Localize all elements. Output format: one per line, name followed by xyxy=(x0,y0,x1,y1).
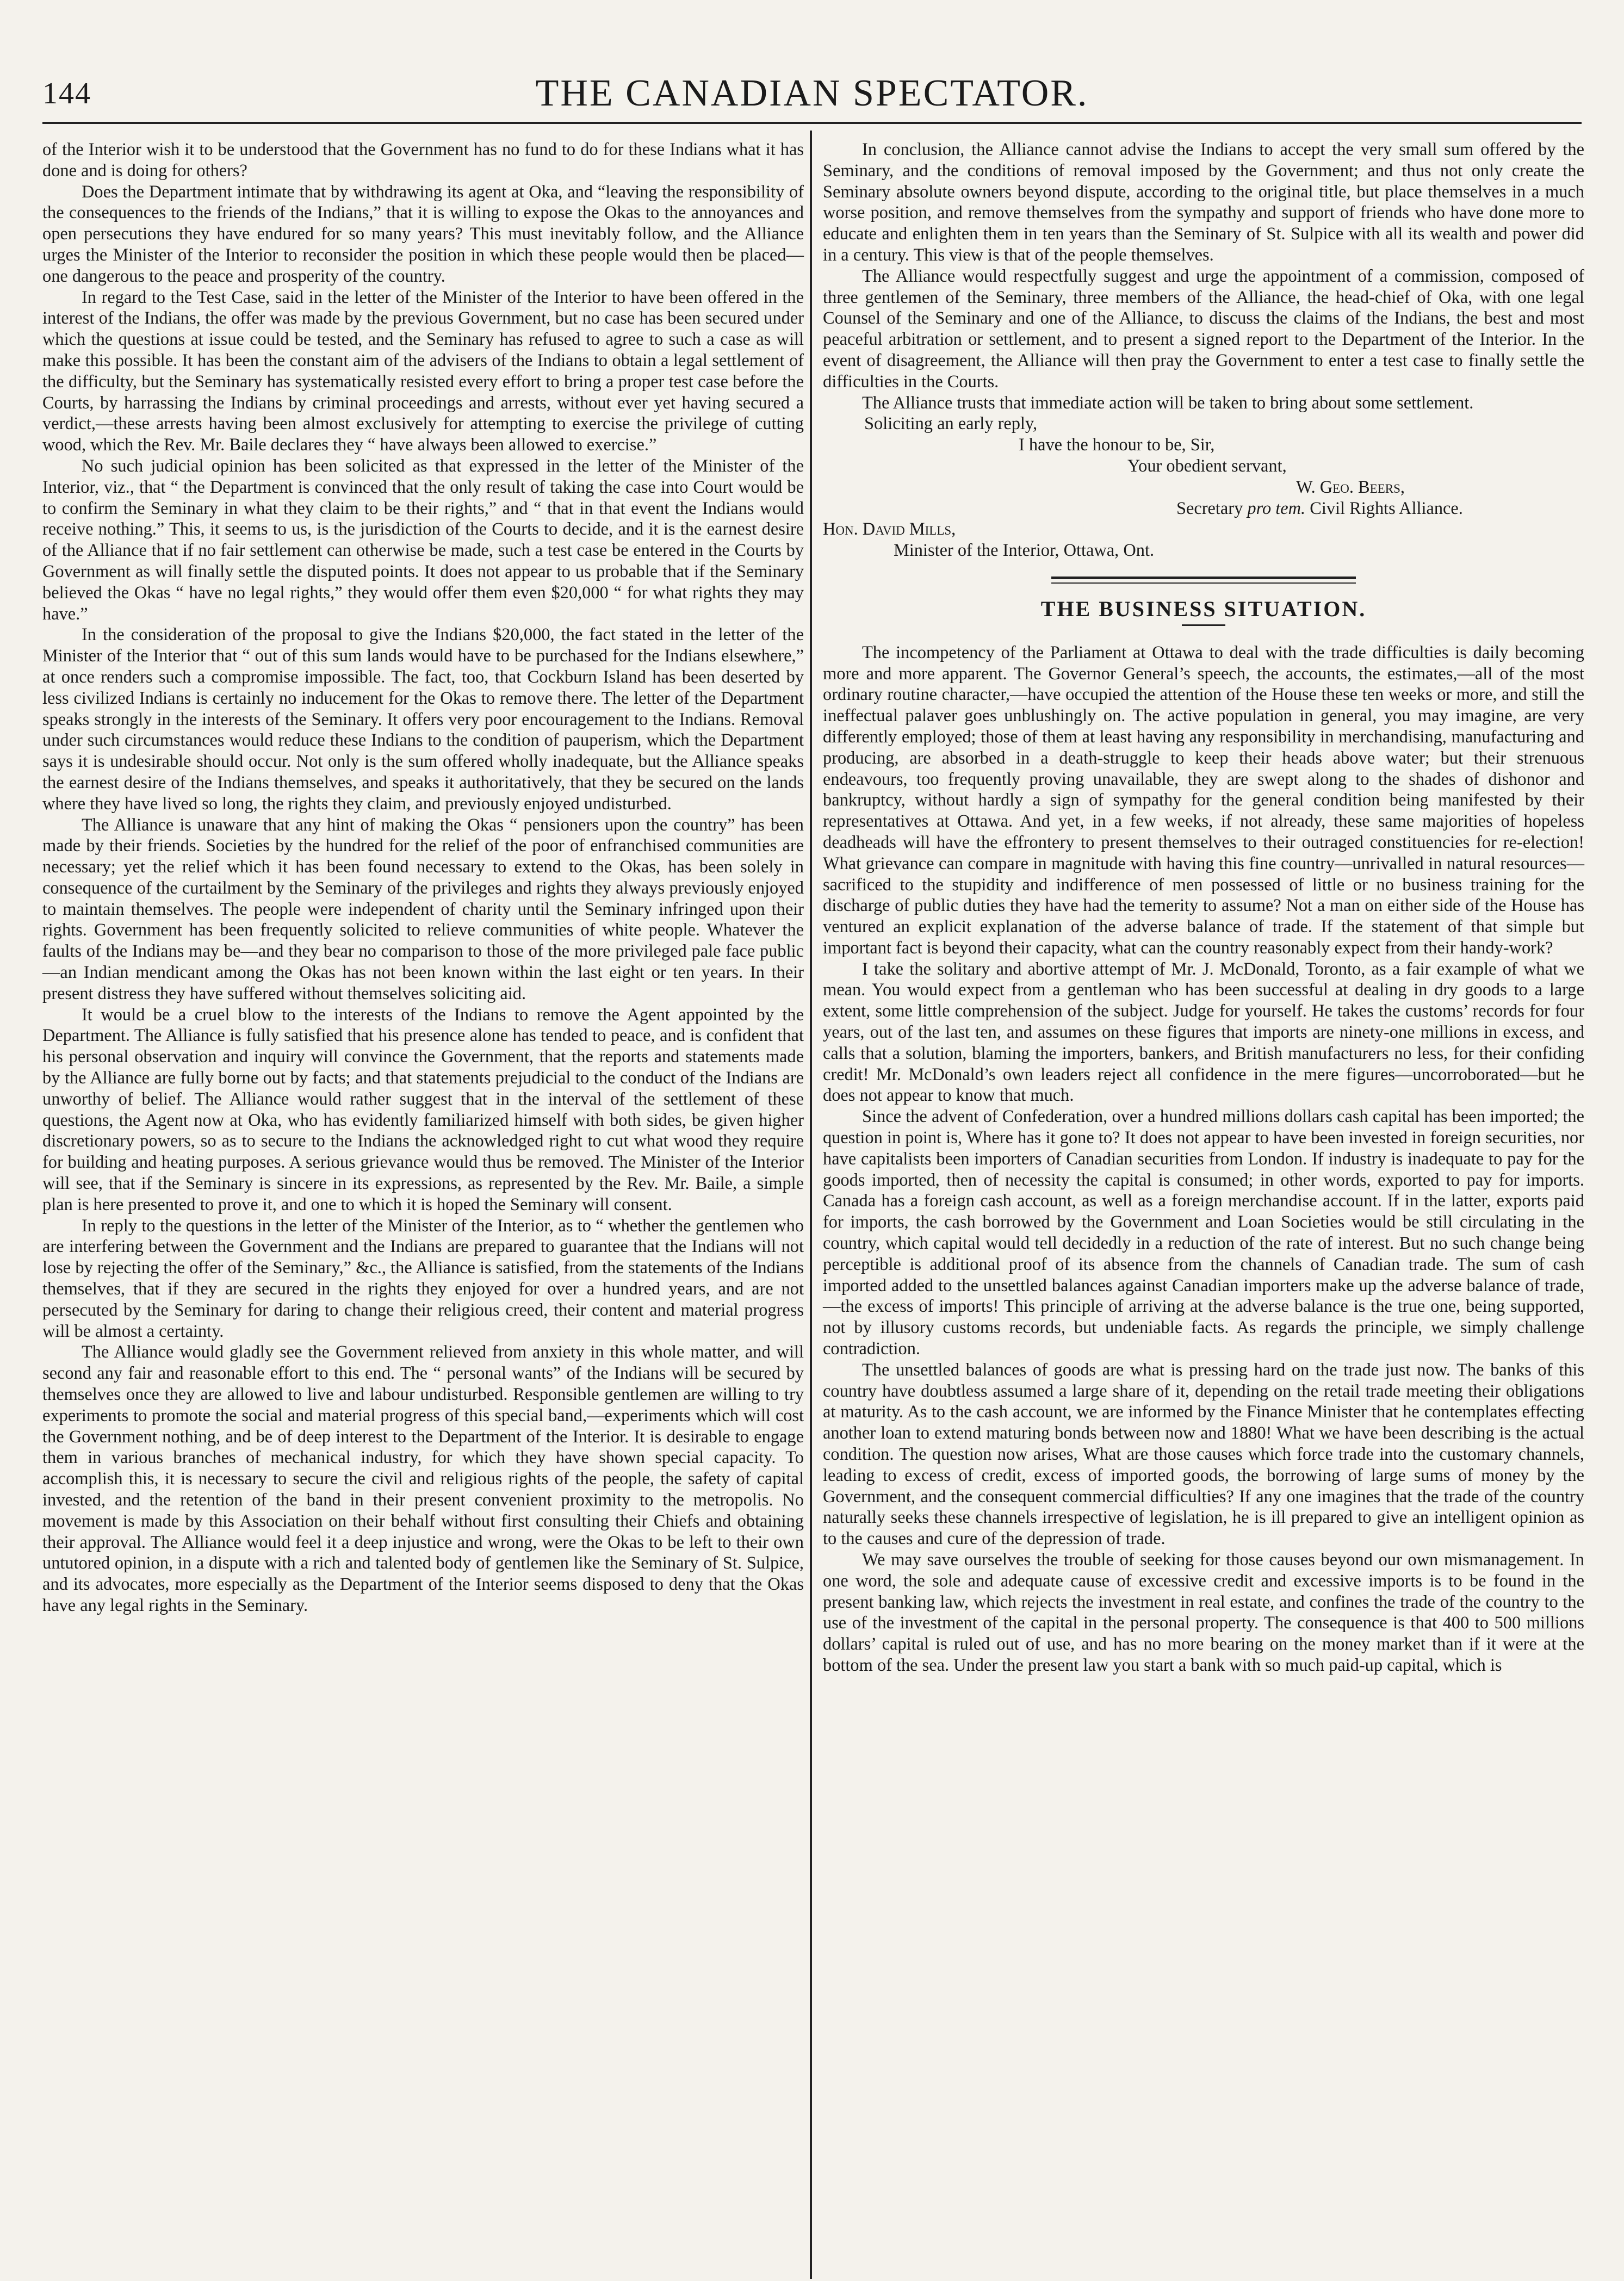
secretary-suffix: Civil Rights Alliance. xyxy=(1305,498,1463,518)
left-column xyxy=(42,139,804,1616)
business-paragraph: The unsettled balances of goods are what is pressing hard on the trade just now. The banks of this country have doubtless assumed a large share of it, depending on the retail trade meeting their obligations at maturity. As to the cash account, we are informed by the Finance Minister that he contemplates effecting another loan to extend maturing bonds between now and 1880! What we have been describing is the actual condition. The question now arises, What are those causes which force trade into the customary channels, leading to excess of credit, excess of imported goods, the borrowing of large sums of money by the Government, and the consequent commercial difficulties? If any one imagines that the trade of the country naturally seeks these channels irrespective of legislation, he is ill prepared to give an intelligent opinion as to the causes and cure of the depression of trade. xyxy=(823,1360,1584,1549)
article-paragraph: The Alliance is unaware that any hint of making the Okas “ pensioners upon the country” has been made by their friends. Societies by the hundred for the relief of the poor of enfranchised communities are necessary; yet the relief which it has been found necessary to extend to the Okas, has been solely in consequence of the curtailment by the Seminary of the privileges and rights they always previously enjoyed to maintain themselves. The people were independent of charity until the Seminary infringed upon their rights. Government has been frequently solicited to relieve communities of white people. Whatever the faults of the Indians may be—and they bear no comparison to those of the more privileged pale face public—an Indian mendicant among the Okas has not been known within the last eight or ten years. In their present distress they have suffered without themselves soliciting aid. xyxy=(42,815,804,1003)
letter-addressee: Hon. David Mills, xyxy=(823,519,956,540)
business-paragraph: We may save ourselves the trouble of seeking for those causes beyond our own mismanagement. In one word, the sole and adequate cause of excessive credit and excessive imports is to be found in the present banking law, which rejects the investment in real estate, and confines the trade of the country to the use of the investment of the capital in the personal property. The consequence is that 400 to 500 millions dollars’ capital is ruled out of use, and has no more bearing on the money market than if it were at the bottom of the sea. Under the present law you start a bank with so much paid-up capital, which is xyxy=(823,1550,1584,1675)
article-paragraph: of the Interior wish it to be understood that the Government has no fund to do for these Indians what it has done and is doing for others? xyxy=(42,140,804,181)
section-title: THE BUSINESS SITUATION. xyxy=(1040,596,1367,621)
letter-paragraph: The Alliance would respectfully suggest and urge the appointment of a commission, composed of three gentlemen of the Seminary, three members of the Alliance, the head-chief of Oka, with one legal Counsel of the Seminary and one of the Alliance, to discuss the claims of the Indians, the best and most peaceful arbitration or settlement, and to present a signed report to the Department of the Interior. In the event of disagreement, the Alliance will then pray the Government to enter a test case to finally settle the difficulties in the Courts. xyxy=(823,266,1584,392)
header-rule xyxy=(42,122,1582,124)
secretary-prefix: Secretary xyxy=(1176,498,1248,518)
article-paragraph: The Alliance would gladly see the Government relieved from anxiety in this whole matter, and will second any fair and reasonable effort to this end. The “ personal wants” of the Indians will be secured by themselves once they are allowed to live and labour undisturbed. Responsible gentlemen are willing to try experiments to promote the social and material progress of this special band,—experiments which will cost the Government nothing, and be of deep interest to the Department of the Interior. It is desirable to engage them in various branches of mechanical industry, for which they have shown special capacity. To accomplish this, it is necessary to secure the civil and religious rights of the people, the safety of capital invested, and the retention of the band in their present convenient proximity to the metropolis. No movement is made by this Association on their behalf without first consulting their Chiefs and obtaining their approval. The Alliance would feel it a deep injustice and wrong, were the Okas to be left to their own untutored opinion, in a dispute with a rich and talented body of gentlemen like the Seminary of St. Sulpice, and its advocates, more especially as the Department of the Interior seems disposed to deny that the Okas have any legal rights in the Seminary. xyxy=(42,1342,804,1615)
publication-title: THE CANADIAN SPECTATOR. xyxy=(535,72,1089,114)
section-rule xyxy=(1051,577,1356,579)
article-paragraph: No such judicial opinion has been solicited as that expressed in the letter of the Minister of the Interior, viz., that “ the Department is convinced that the only result of taking the case into Court would be to confirm the Seminary in what they claim to be their rights,” and “ that in that event the Indians would receive nothing.” This, it seems to us, is the jurisdiction of the Courts to decide, and it is the earnest desire of the Alliance that if no fair settlement can otherwise be made, such a test case be entered in the Courts by Government as will finally settle the disputed points. It does not appear to us probable that if the Seminary believed the Okas “ have no legal rights,” they would offer them even $20,000 “ for what rights they may have.” xyxy=(42,456,804,624)
column-divider xyxy=(810,131,812,2279)
letter-paragraph: The Alliance trusts that immediate action will be taken to bring about some settlement. xyxy=(862,393,1474,413)
letter-secretary xyxy=(823,498,1584,519)
business-paragraph: I take the solitary and abortive attempt of Mr. J. McDonald, Toronto, as a fair example of what we mean. You would expect from a gentleman who has been successful at dealing in dry goods to a large extent, some little comprehension of the subject. Judge for yourself. He takes the customs’ records for four years, out of the last ten, and assumes on these figures that imports are ninety-one millions in excess, and calls that a solution, blaming the importers, bankers, and British manufacturers no less, for their confiding credit! Mr. McDonald’s own leaders reject all confidence in the mere figures—uncorroborated—but he does not appear to know that much. xyxy=(823,959,1584,1106)
secretary-pro-tem: pro tem. xyxy=(1247,498,1306,518)
letter-addressee-title: Minister of the Interior, Ottawa, Ont. xyxy=(894,541,1155,561)
section-rule-thin xyxy=(1051,582,1356,584)
letter-paragraph: In conclusion, the Alliance cannot advise the Indians to accept the very small sum offered by the Seminary, and the conditions of removal imposed by the Government; and thus not only create the Seminary absolute owners beyond dispute, according to the original title, but place themselves in a much worse position, and remove themselves from the sympathy and support of friends who have done more to educate and enlighten them in ten years than the Seminary of St. Sulpice with all its wealth and power did in a century. This view is that of the people themselves. xyxy=(823,140,1584,265)
business-paragraph: Since the advent of Confederation, over a hundred millions dollars cash capital has been imported; the question in point is, Where has it gone to? It does not appear to have been invested in foreign securities, nor have capitalists been importers of Canadian securities from London. If industry is inadequate to pay for the goods imported, then of necessity the capital is consumed; in other words, exported to pay for imports. Canada has a foreign cash account, as well as a foreign merchandise account. If in the latter, exports paid for imports, the cash borrowed by the Government and Loan Societies would be still circulating in the country, which capital would tell decidedly in a reduction of the rate of interest. But no such change being perceptible is additional proof of its absence from the channels of Canadian trade. The sum of cash imported added to the unsettled balances against Canadian importers make up the adverse balance of trade,—the excess of imports! This principle of arriving at the adverse balance is the true one, being supported, not by illusory customs records, but undeniable facts. As regards the principle, we simply challenge contradiction. xyxy=(823,1107,1584,1359)
title-dash xyxy=(1182,624,1225,626)
article-paragraph: In the consideration of the proposal to give the Indians $20,000, the fact stated in the letter of the Minister of the Interior that “ out of this sum lands would have to be purchased for the Indians elsewhere,” at once renders such a compromise impossible. The fact, too, that Cockburn Island has been deserted by less civilized Indians is certainly no inducement for the Okas to remove there. The letter of the Department speaks strongly in the interests of the Seminary. It offers very poor encouragement to the Indians. Removal under such circumstances would reduce these Indians to the condition of pauperism, which the Department says it is undesirable should occur. Not only is the sum offered wholly inadequate, but the Alliance speaks the earnest desire of the Indians themselves, and speaks it authoritatively, that they be secured on the lands where they have lived so long, the rights they claim, and previously enjoyed undisturbed. xyxy=(42,625,804,814)
right-column xyxy=(823,139,1584,1676)
letter-closing-honour: I have the honour to be, Sir, xyxy=(1019,435,1215,455)
page-number: 144 xyxy=(42,77,91,110)
business-paragraph: The incompetency of the Parliament at Ottawa to deal with the trade difficulties is daily becoming more and more apparent. The Governor General’s speech, the accounts, the estimates,—all of the most ordinary routine character,—have occupied the attention of the House these ten weeks or more, and still the ineffectual palaver goes unblushingly on. The active population in general, you may imagine, are very differently employed; those of them at least having any responsibility in merchandising, manufacturing and producing, are absorbed in a death-struggle to keep their heads above water; but their strenuous endeavours, too frequently proving unavailable, they are swept along to the shades of dishonor and bankruptcy, without hardly a sign of sympathy for the general condition being manifested by their representatives at Ottawa. And yet, in a few weeks, if not already, these same majorities of hopeless deadheads will have the effrontery to present themselves to their outraged constituencies for re-election! What grievance can compare in magnitude with having this fine country—unrivalled in natural resources—sacrificed to the stupidity and indifference of men possessed of little or no business training for the discharge of public duties they have had the temerity to assume? Not a man on either side of the House has ventured an explicit explanation of the adverse balance of trade. If the statement of that simple but important fact is beyond their capacity, what can the country reasonably expect from their handy-work? xyxy=(823,642,1584,958)
article-paragraph: In reply to the questions in the letter of the Minister of the Interior, as to “ whether the gentlemen who are interfering between the Government and the Indians are prepared to guarantee that the Indians will not lose by rejecting the offer of the Seminary,” &c., the Alliance is satisfied, from the statements of the Indians themselves, that if they are secured in the rights they enjoyed for over a hundred years, and are not persecuted by the Seminary for daring to change their religious creed, their content and material progress will be almost a certainty. xyxy=(42,1216,804,1341)
letter-closing-servant: Your obedient servant, xyxy=(1127,456,1287,476)
letter-signer: W. Geo. Beers, xyxy=(1296,477,1405,497)
article-paragraph: Does the Department intimate that by withdrawing its agent at Oka, and “leaving the responsibility of the consequences to the friends of the Indians,” that it is willing to expose the Okas to the annoyances and open persecutions they have endured for so many years? This must inevitably follow, and the Alliance urges the Minister of the Interior to reconsider the position in which these people would then be placed—one dangerous to the peace and prosperity of the country. xyxy=(42,182,804,286)
article-paragraph: It would be a cruel blow to the interests of the Indians to remove the Agent appointed by the Department. The Alliance is fully satisfied that his presence alone has tended to peace, and is confident that his personal observation and inquiry will convince the Government, that the reports and statements made by the Alliance are fully borne out by facts; and that statements prejudicial to the conduct of the Indians are unworthy of belief. The Alliance would rather suggest that in the interval of the settlement of these questions, the Agent now at Oka, who has evidently familiarized himself with both sides, be given higher discretionary powers, so as to secure to the Indians the acknowledged right to cut what wood they require for building and heating purposes. A serious grievance would thus be removed. The Minister of the Interior will see, that if the Seminary is sincere in its expressions, as represented by the Rev. Mr. Baile, a simple plan is here presented to prove it, and one to which it is hoped the Seminary will consent. xyxy=(42,1005,804,1214)
letter-closing-soliciting: Soliciting an early reply, xyxy=(864,414,1038,434)
article-paragraph: In regard to the Test Case, said in the letter of the Minister of the Interior to have been offered in the interest of the Indians, the offer was made by the previous Government, but no case has been secured under which the questions at issue could be tested, and the Seminary has refused to agree to such a case as will make this possible. It has been the constant aim of the advisers of the Indians to obtain a legal settlement of the difficulty, but the Seminary has systematically resisted every effort to bring a proper test case before the Courts, by harrassing the Indians by criminal proceedings and arrests, without ever yet having secured a verdict,—these arrests having been almost exclusively for attempting to exercise the privilege of cutting wood, which the Rev. Mr. Baile declares they “ have always been allowed to exercise.” xyxy=(42,287,804,455)
